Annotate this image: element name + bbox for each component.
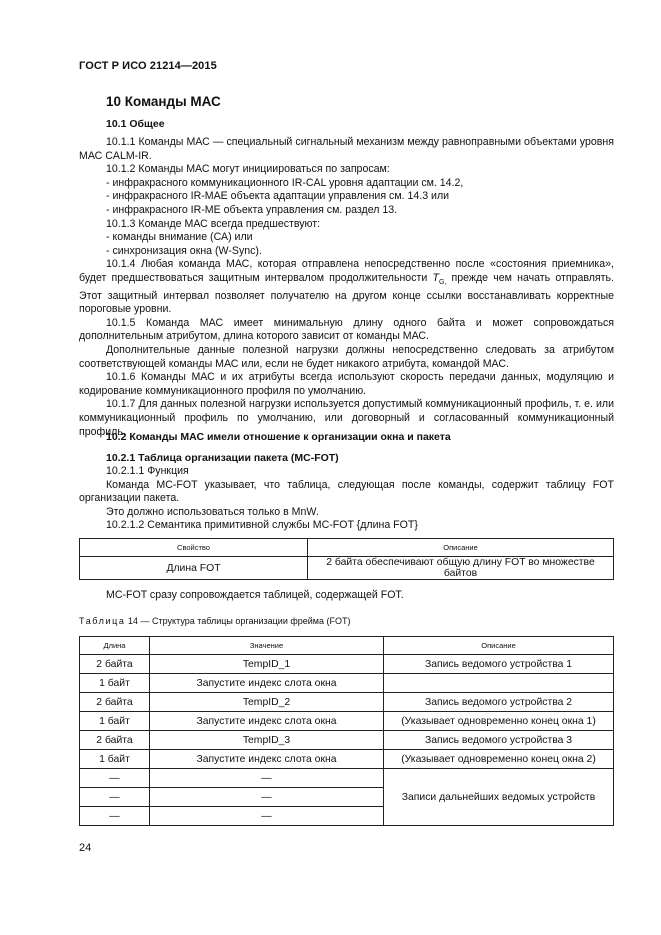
section-10-2-1-body — [79, 465, 614, 533]
page-number: 24 — [79, 842, 92, 854]
after-table-text — [79, 589, 614, 603]
table-header-cell: Свойство — [80, 539, 308, 557]
table-cell: (Указывает одновременно конец окна 2) — [384, 750, 614, 769]
list-item: - команды внимание (СА) или — [106, 231, 253, 244]
table-cell: Запустите индекс слота окна — [150, 674, 384, 693]
table-header-row — [80, 539, 614, 557]
table-cell: Запись ведомого устройства 3 — [384, 731, 614, 750]
table-header-cell: Описание — [308, 539, 614, 557]
table-cell: Длина FOT — [80, 557, 308, 580]
table-cell: (Указывает одновременно конец окна 1) — [384, 712, 614, 731]
symbol-t: T — [432, 271, 439, 284]
paragraph-10-1-6: 10.1.6 Команды МАС и их атрибуты всегда используют скорость передачи данных, модуляцию и кодирование коммуникационного профиля по умолчанию. — [79, 371, 614, 397]
subsection-title-10-2: 10.2 Команды МАС имели отношение к организации окна и пакета — [106, 431, 451, 443]
paragraph-10-2-1-1: 10.2.1.1 Функция — [106, 465, 189, 477]
table-cell: 2 байта обеспечивают общую длину FOT во множестве байтов — [308, 557, 614, 580]
table-14-caption: Таблица 14 — Структура таблицы организации фрейма (FOT) — [79, 616, 351, 626]
subsection-title-10-1: 10.1 Общее — [106, 118, 165, 130]
paragraph-10-1-2: 10.1.2 Команды МАС могут инициироваться по запросам: — [106, 163, 390, 176]
table-cell: — — [150, 788, 384, 807]
list-item: - синхронизация окна (W-Sync). — [106, 244, 262, 257]
table-cell: TempID_1 — [150, 655, 384, 674]
symbol-subscript: G, — [438, 279, 447, 287]
table-row — [80, 769, 614, 788]
paragraph-10-1-4: 10.1.4 Любая команда МАС, которая отправлена непосредственно после «состояния приемника», будет предшествоваться защитным интервалом продолжительности $T_{G,}$ прежде чем начать отправлять. Этот защитный интервал позволяет получателю на другом конце ссылки восстанавливать корректные пороговые уровни. — [79, 258, 614, 316]
paragraph-10-1-5: 10.1.5 Команда МАС имеет минимальную длину одного байта и может сопровождаться дополнительным атрибутом, длина которого зависит от команды МАС. — [79, 316, 614, 343]
fot-structure-table — [79, 636, 614, 826]
table-cell: 1 байт — [80, 750, 150, 769]
table-cell: 1 байт — [80, 674, 150, 693]
table-header-cell: Описание — [384, 637, 614, 655]
table-cell: — — [80, 769, 150, 788]
table-cell: TempID_2 — [150, 693, 384, 712]
table-cell: 2 байта — [80, 693, 150, 712]
table-cell: — — [80, 788, 150, 807]
table-cell: Запись ведомого устройства 2 — [384, 693, 614, 712]
paragraph-mc-fot: Команда MC-FOT указывает, что таблица, следующая после команды, содержит таблицу FOT организации пакета. — [79, 478, 614, 505]
table-cell: TempID_3 — [150, 731, 384, 750]
paragraph-payload: Дополнительные данные полезной нагрузки должны непосредственно следовать за атрибутом соответствующей команды МАС или, если не будет никакого атрибута, командой МАС. — [79, 344, 614, 370]
mc-fot-semantics-table — [79, 538, 614, 580]
table-cell — [384, 674, 614, 693]
table-row — [80, 712, 614, 731]
list-item: - инфракрасного коммуникационного IR-CAL уровня адаптации см. 14.2, — [106, 176, 464, 189]
table-cell: — — [150, 807, 384, 826]
table-cell: 2 байта — [80, 655, 150, 674]
table-cell: — — [80, 807, 150, 826]
table-header-cell: Длина — [80, 637, 150, 655]
paragraph-after-table: MC-FOT сразу сопровождается таблицей, содержащей FOT. — [106, 589, 404, 601]
table-row — [80, 674, 614, 693]
table-row — [80, 655, 614, 674]
table-row — [80, 731, 614, 750]
subsection-title-10-2-1: 10.2.1 Таблица организации пакета (MC-FOT) — [106, 452, 339, 464]
table-header-row — [80, 637, 614, 655]
table-cell: 1 байт — [80, 712, 150, 731]
table-row — [80, 693, 614, 712]
table-cell: Запустите индекс слота окна — [150, 712, 384, 731]
list-10-1-2 — [79, 177, 614, 218]
paragraph-10-1-3: 10.1.3 Команде МАС всегда предшествуют: — [106, 217, 321, 230]
section-title: 10 Команды МАС — [106, 94, 221, 109]
table-row — [80, 750, 614, 769]
list-item: - инфракрасного IR-MAE объекта адаптации управления см. 14.3 или — [106, 190, 450, 203]
paragraph-10-1-7: 10.1.7 Для данных полезной нагрузки используется допустимый коммуникационный профиль, т. е. или коммуникационный профиль по умолчанию, или договорный и согласованный коммуникационный профиль. — [79, 398, 614, 438]
paragraph-10-2-1-2: 10.2.1.2 Семантика примитивной службы MC-FOT {длина FOT} — [106, 519, 418, 532]
table-cell: — — [150, 769, 384, 788]
paragraph-mnw: Это должно использоваться только в MnW. — [106, 505, 319, 518]
section-10-1-body — [79, 136, 614, 439]
table-header-cell: Значение — [150, 637, 384, 655]
document-header: ГОСТ Р ИСО 21214—2015 — [79, 60, 217, 72]
table-cell: 2 байта — [80, 731, 150, 750]
list-10-1-3 — [79, 231, 614, 258]
table-cell: Запись ведомого устройства 1 — [384, 655, 614, 674]
paragraph-10-1-1: 10.1.1 Команды МАС — специальный сигнальный механизм между равноправными объектами уровня МАС CALM-IR. — [79, 136, 614, 162]
table-cell-merged: Записи дальнейших ведомых устройств — [384, 769, 614, 826]
table-cell: Запустите индекс слота окна — [150, 750, 384, 769]
table-row — [80, 557, 614, 580]
list-item: - инфракрасного IR-ME объекта управления см. раздел 13. — [106, 203, 398, 216]
